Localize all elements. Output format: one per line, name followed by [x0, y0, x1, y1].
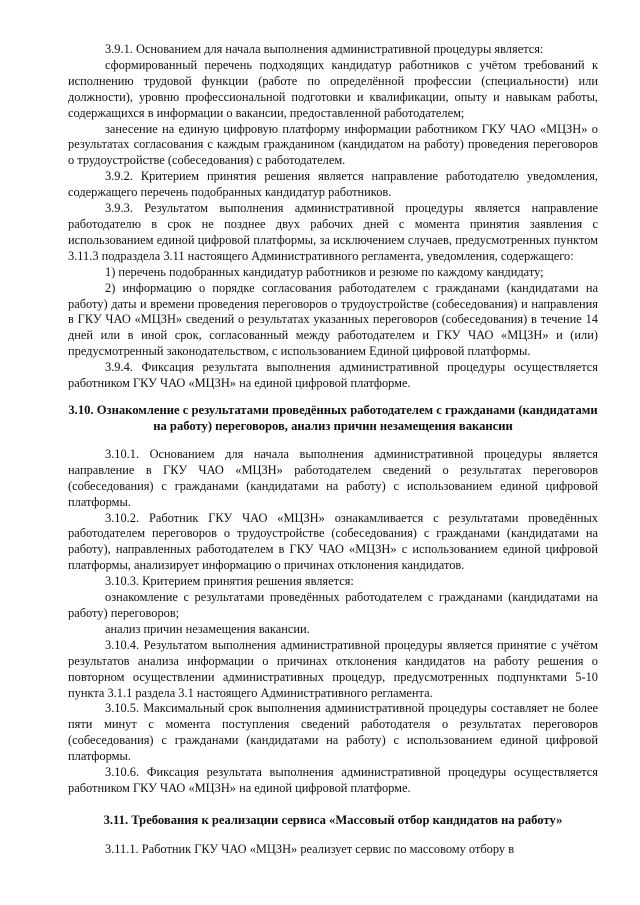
section-heading-3-11 — [68, 812, 598, 828]
paragraph-acquaintance: ознакомление с результатами проведённых работодателем с гражданами (кандидатами на работу) переговоров; — [68, 590, 598, 620]
section-heading-3-10: 3.10. Ознакомление с результатами проведённых работодателем с гражданами (кандидатами на работу) переговоров, анализ причин незамещения вакансии — [68, 402, 598, 433]
paragraph-3-10-1: 3.10.1. Основанием для начала выполнения административной процедуры является направление в ГКУ ЧАО «МЦЗН» работодателем сведений о результатах переговоров (собеседования) с гражданами (кандидатами на работу) с использованием единой цифровой платформы. — [68, 446, 598, 509]
paragraph-3-9-3: 3.9.3. Результатом выполнения административной процедуры является направление работодателю в срок не позднее двух рабочих дней с момента принятия заявления с использованием единой цифровой платформы, за исключением случаев, предусмотренных пунктом 3.11.3 подраздела 3.11 настоящего Административного регламента, уведомления, содержащего: — [68, 201, 598, 263]
document-body — [68, 42, 598, 858]
paragraph-formed-list: сформированный перечень подходящих кандидатур работников с учётом требований к исполнению трудовой функции (работе по определённой профессии (специальности) или должности), уровню профессиональной подготовки и квалификации, опыту и навыкам работы, содержащихся в информации о вакансии, предоставленной работодателем; — [68, 57, 598, 120]
paragraph-3-9-4: 3.9.4. Фиксация результата выполнения административной процедуры осуществляется работником ГКУ ЧАО «МЦЗН» на единой цифровой платформе. — [68, 360, 598, 391]
paragraph-entry-platform: занесение на единую цифровую платформу информации работником ГКУ ЧАО «МЦЗН» о результатах согласования с каждым гражданином (кандидатом на работу) проведения переговоров о трудоустройстве (собеседования) с работодателем. — [68, 121, 598, 168]
list-item-1: 1) перечень подобранных кандидатур работников и резюме по каждому кандидату; — [105, 264, 544, 279]
section-heading-3-11-number: 3.11 — [103, 812, 125, 827]
paragraph-3-10-4: 3.10.4. Результатом выполнения административной процедуры является принятие с учётом результатов анализа информации о причинах отклонения кандидатов на работу решения о повторном осуществлении административных процедур, предусмотренных подпунктами 5-10 пункта 3.1.1 раздела 3.1 настоящего Административного регламента. — [68, 637, 598, 700]
section-heading-3-11-text: . Требования к реализации сервиса «Массовый отбор кандидатов на работу» — [124, 812, 563, 827]
paragraph-3-9-1: 3.9.1. Основанием для начала выполнения административной процедуры является: — [105, 42, 544, 56]
paragraph-3-10-3: 3.10.3. Критерием принятия решения является: — [105, 574, 354, 589]
paragraph-3-9-2: 3.9.2. Критерием принятия решения является направление работодателю уведомления, содержащего перечень подобранных кандидатур работников. — [68, 169, 598, 200]
paragraph-3-11-1: 3.11.1. Работник ГКУ ЧАО «МЦЗН» реализует сервис по массовому отбору в — [105, 841, 515, 856]
paragraph-3-10-6: 3.10.6. Фиксация результата выполнения административной процедуры осуществляется работником ГКУ ЧАО «МЦЗН» на единой цифровой платформе. — [68, 765, 598, 795]
paragraph-3-10-5: 3.10.5. Максимальный срок выполнения административной процедуры составляет не более пяти минут с момента поступления сведений работодателя о результатах переговоров (собеседования) с гражданами (кандидатами на работу) с использованием единой цифровой платформы. — [68, 701, 598, 764]
paragraph-3-10-2: 3.10.2. Работник ГКУ ЧАО «МЦЗН» ознакамливается с результатами проведённых работодателем переговоров о трудоустройстве (собеседования) с гражданами (кандидатами на работу), направленных работодателем в ГКУ ЧАО «МЦЗН» с использованием единой цифровой платформы, анализирует информацию о причинах отклонения кандидатов. — [68, 510, 598, 573]
paragraph-analysis: анализ причин незамещения вакансии. — [105, 621, 310, 636]
list-item-2: 2) информацию о порядке согласования работодателем с гражданами (кандидатами на работу) даты и времени проведения переговоров о трудоустройстве (собеседования) и направления в ГКУ ЧАО «МЦЗН» сведений о результатах указанных переговоров (собеседования) в течение 14 дней или в иной срок, согласованный между работодателем и ГКУ ЧАО «МЦЗН» и (или) предусмотренный законодательством, с использованием Единой цифровой платформы. — [68, 280, 598, 359]
